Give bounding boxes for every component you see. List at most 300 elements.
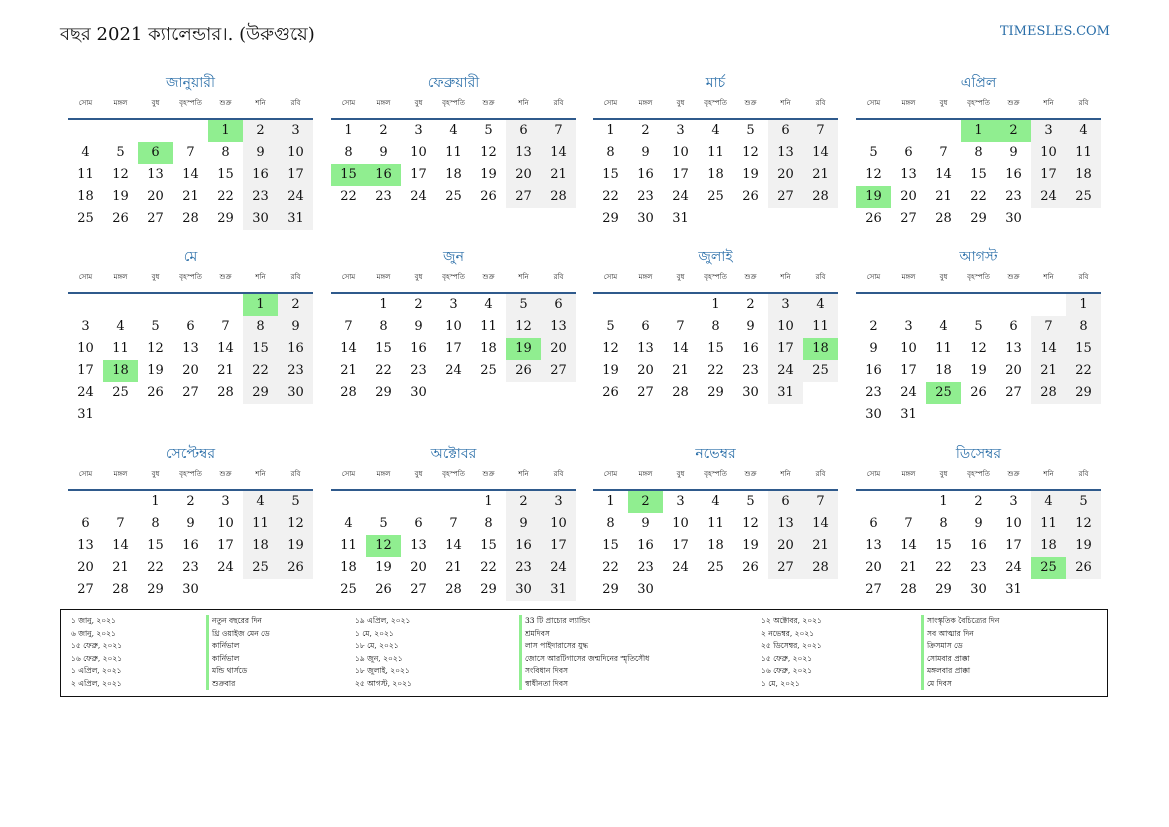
day-cell: 5 xyxy=(116,145,125,160)
day-cell: 13 xyxy=(506,142,541,164)
holiday-day-cell: 19 xyxy=(856,186,891,208)
day-cell: 12 xyxy=(278,513,313,535)
day-cell: 28 xyxy=(803,186,838,208)
weekday-label: সোম xyxy=(78,470,93,478)
day-grid xyxy=(331,294,576,404)
holiday-name: 33 টি প্রাচ্যের ল্যান্ডিং xyxy=(519,615,675,628)
day-cell: 26 xyxy=(112,211,129,226)
day-cell: 6 xyxy=(506,120,541,142)
day-cell: 25 xyxy=(480,363,497,378)
day-cell: 10 xyxy=(768,316,803,338)
month-12 xyxy=(856,445,1101,601)
empty-cell xyxy=(436,491,471,513)
day-cell: 5 xyxy=(506,294,541,316)
day-cell: 21 xyxy=(803,164,838,186)
weekday-header xyxy=(68,96,313,120)
day-cell: 17 xyxy=(541,535,576,557)
day-cell: 29 xyxy=(480,582,497,597)
day-cell: 8 xyxy=(221,145,230,160)
day-cell: 21 xyxy=(672,363,689,378)
day-cell: 27 xyxy=(768,557,803,579)
day-cell: 14 xyxy=(445,538,462,553)
day-cell: 15 xyxy=(375,341,392,356)
day-cell: 13 xyxy=(768,142,803,164)
day-cell: 17 xyxy=(672,167,689,182)
day-cell: 12 xyxy=(112,167,129,182)
day-cell: 28 xyxy=(340,385,357,400)
day-cell: 8 xyxy=(1066,316,1101,338)
day-cell: 11 xyxy=(340,538,357,553)
day-cell: 17 xyxy=(900,363,917,378)
day-cell: 5 xyxy=(869,145,878,160)
day-cell: 26 xyxy=(742,560,759,575)
day-cell: 4 xyxy=(939,319,948,334)
weekday-label: মঙ্গল xyxy=(113,99,128,107)
day-cell: 25 xyxy=(707,560,724,575)
holiday-date: ১ মে, ২০২১ xyxy=(355,628,394,638)
day-cell: 11 xyxy=(243,513,278,535)
weekday-label: মঙ্গল xyxy=(901,470,916,478)
day-cell: 14 xyxy=(672,341,689,356)
holiday-day-cell: 15 xyxy=(331,164,366,186)
day-cell: 3 xyxy=(81,319,90,334)
empty-cell xyxy=(366,491,401,513)
day-cell: 4 xyxy=(243,491,278,513)
day-cell: 19 xyxy=(278,535,313,557)
day-cell: 16 xyxy=(182,538,199,553)
day-grid xyxy=(856,294,1101,426)
day-cell: 19 xyxy=(602,363,619,378)
day-cell: 4 xyxy=(81,145,90,160)
weekday-label: বৃহস্পতি xyxy=(442,273,465,281)
empty-cell xyxy=(856,491,891,513)
day-cell: 21 xyxy=(900,560,917,575)
day-cell: 13 xyxy=(182,341,199,356)
empty-cell xyxy=(1031,294,1066,316)
day-cell: 24 xyxy=(1031,186,1066,208)
day-cell: 27 xyxy=(1005,385,1022,400)
weekday-label: শুক্র xyxy=(1007,273,1020,281)
day-cell: 9 xyxy=(1009,145,1018,160)
day-cell: 23 xyxy=(506,557,541,579)
holiday-date: ১ জানু, ২০২১ xyxy=(71,616,116,625)
day-cell: 21 xyxy=(1031,360,1066,382)
day-cell: 4 xyxy=(116,319,125,334)
holiday-day-cell: 18 xyxy=(803,338,838,360)
day-cell: 20 xyxy=(900,189,917,204)
weekday-label: মঙ্গল xyxy=(901,99,916,107)
weekday-label: শুক্র xyxy=(744,99,757,107)
day-cell: 25 xyxy=(77,211,94,226)
day-cell: 29 xyxy=(602,211,619,226)
day-cell: 16 xyxy=(410,341,427,356)
day-cell: 9 xyxy=(641,145,650,160)
day-cell: 18 xyxy=(1031,535,1066,557)
day-cell: 5 xyxy=(606,319,615,334)
day-cell: 8 xyxy=(484,516,493,531)
day-cell: 9 xyxy=(379,145,388,160)
day-cell: 6 xyxy=(81,516,90,531)
day-cell: 15 xyxy=(602,538,619,553)
weekday-label: রবি xyxy=(1078,273,1089,281)
day-cell: 13 xyxy=(900,167,917,182)
holiday-day-cell: 1 xyxy=(961,120,996,142)
month-2 xyxy=(331,74,576,208)
month-name: ডিসেম্বর xyxy=(955,446,1002,462)
day-cell: 22 xyxy=(147,560,164,575)
month-name: নভেম্বর xyxy=(695,446,736,462)
day-cell: 15 xyxy=(707,341,724,356)
weekday-label: বৃহস্পতি xyxy=(704,273,727,281)
day-cell: 27 xyxy=(900,211,917,226)
weekday-label: বৃহস্পতি xyxy=(442,99,465,107)
day-cell: 23 xyxy=(1005,189,1022,204)
day-cell: 10 xyxy=(1031,142,1066,164)
day-grid xyxy=(331,491,576,601)
month-4 xyxy=(856,74,1101,230)
day-cell: 9 xyxy=(869,341,878,356)
day-cell: 20 xyxy=(506,164,541,186)
day-cell: 6 xyxy=(768,491,803,513)
month-7 xyxy=(593,248,838,404)
day-cell: 11 xyxy=(803,316,838,338)
day-cell: 17 xyxy=(445,341,462,356)
day-cell: 27 xyxy=(637,385,654,400)
day-cell: 15 xyxy=(243,338,278,360)
holiday-date: ১ মে, ২০২১ xyxy=(761,678,800,688)
empty-cell xyxy=(103,294,138,316)
holiday-date: ১৫ ফেব্রু, ২০২১ xyxy=(71,641,123,650)
day-cell: 27 xyxy=(410,582,427,597)
month-3 xyxy=(593,74,838,230)
empty-cell xyxy=(891,294,926,316)
weekday-label: সোম xyxy=(866,273,881,281)
day-cell: 9 xyxy=(243,142,278,164)
weekday-label: সোম xyxy=(866,99,881,107)
day-cell: 13 xyxy=(147,167,164,182)
day-cell: 21 xyxy=(803,535,838,557)
day-cell: 30 xyxy=(970,582,987,597)
day-cell: 24 xyxy=(672,189,689,204)
day-cell: 11 xyxy=(112,341,129,356)
holiday-date: ২৫ ডিসেম্বর, ২০২১ xyxy=(761,641,822,650)
day-cell: 3 xyxy=(1009,494,1018,509)
day-cell: 1 xyxy=(151,494,160,509)
day-cell: 29 xyxy=(217,211,234,226)
day-cell: 29 xyxy=(935,582,952,597)
day-cell: 24 xyxy=(541,557,576,579)
day-cell: 30 xyxy=(742,385,759,400)
day-cell: 12 xyxy=(1066,513,1101,535)
weekday-header xyxy=(856,270,1101,294)
day-cell: 12 xyxy=(970,341,987,356)
day-cell: 8 xyxy=(606,516,615,531)
holiday-name: শুক্রবার xyxy=(206,678,362,691)
day-cell: 13 xyxy=(77,538,94,553)
day-cell: 10 xyxy=(410,145,427,160)
day-cell: 6 xyxy=(541,294,576,316)
day-cell: 23 xyxy=(865,385,882,400)
day-grid xyxy=(68,294,313,426)
day-cell: 11 xyxy=(1031,513,1066,535)
weekday-label: মঙ্গল xyxy=(901,273,916,281)
weekday-label: সোম xyxy=(78,273,93,281)
day-cell: 27 xyxy=(768,186,803,208)
weekday-label: সোম xyxy=(866,470,881,478)
holiday-date: ১২ অক্টোবর, ২০২১ xyxy=(761,616,822,625)
month-1 xyxy=(68,74,313,230)
day-cell: 29 xyxy=(707,385,724,400)
day-cell: 5 xyxy=(151,319,160,334)
holiday-name: থ্রি ওয়াইজ মেন ডে xyxy=(206,628,362,641)
holiday-date: ১৮ মে, ২০২১ xyxy=(355,641,399,650)
day-cell: 8 xyxy=(606,145,615,160)
weekday-label: সোম xyxy=(341,99,356,107)
day-cell: 22 xyxy=(480,560,497,575)
day-cell: 19 xyxy=(970,363,987,378)
day-cell: 6 xyxy=(869,516,878,531)
day-cell: 10 xyxy=(672,145,689,160)
day-cell: 21 xyxy=(217,363,234,378)
month-name: মে xyxy=(183,249,198,265)
day-cell: 11 xyxy=(707,145,724,160)
day-cell: 18 xyxy=(707,538,724,553)
holiday-list xyxy=(60,609,1108,697)
day-cell: 14 xyxy=(935,167,952,182)
day-cell: 27 xyxy=(182,385,199,400)
holiday-name: সাংস্কৃতিক বৈচিত্র্যের দিন xyxy=(921,615,1077,628)
weekday-label: রবি xyxy=(290,99,301,107)
day-cell: 17 xyxy=(768,338,803,360)
day-cell: 23 xyxy=(278,360,313,382)
holiday-name: সংবিধান দিবস xyxy=(519,665,675,678)
day-cell: 7 xyxy=(803,120,838,142)
day-cell: 3 xyxy=(541,491,576,513)
empty-cell xyxy=(856,294,891,316)
day-cell: 14 xyxy=(1031,338,1066,360)
day-cell: 31 xyxy=(77,407,94,422)
day-cell: 10 xyxy=(1005,516,1022,531)
day-cell: 1 xyxy=(606,123,615,138)
weekday-header xyxy=(68,270,313,294)
day-cell: 10 xyxy=(900,341,917,356)
weekday-label: রবি xyxy=(553,99,564,107)
weekday-label: শনি xyxy=(518,470,529,478)
weekday-label: মঙ্গল xyxy=(638,470,653,478)
day-cell: 6 xyxy=(1009,319,1018,334)
holiday-name: মঙ্গলবার প্রাক্কা xyxy=(921,665,1077,678)
weekday-label: মঙ্গল xyxy=(113,470,128,478)
holiday-name: শ্রমদিবস xyxy=(519,628,675,641)
weekday-label: রবি xyxy=(1078,470,1089,478)
day-cell: 26 xyxy=(865,211,882,226)
day-cell: 7 xyxy=(939,145,948,160)
day-grid xyxy=(68,491,313,601)
day-cell: 20 xyxy=(768,164,803,186)
weekday-label: মঙ্গল xyxy=(376,470,391,478)
day-cell: 5 xyxy=(278,491,313,513)
day-cell: 28 xyxy=(541,186,576,208)
weekday-header xyxy=(331,270,576,294)
holiday-name: সব আত্মার দিন xyxy=(921,628,1077,641)
day-cell: 22 xyxy=(243,360,278,382)
day-cell: 28 xyxy=(112,582,129,597)
month-5 xyxy=(68,248,313,426)
day-cell: 5 xyxy=(746,494,755,509)
day-cell: 15 xyxy=(935,538,952,553)
weekday-label: রবি xyxy=(553,273,564,281)
holiday-name: সোমবার প্রাক্কা xyxy=(921,653,1077,666)
day-cell: 24 xyxy=(77,385,94,400)
holiday-date: ১৫ ফেব্রু, ২০২১ xyxy=(761,653,813,663)
day-cell: 17 xyxy=(672,538,689,553)
weekday-label: শনি xyxy=(255,99,266,107)
empty-cell xyxy=(68,294,103,316)
day-cell: 10 xyxy=(217,516,234,531)
day-cell: 7 xyxy=(803,491,838,513)
day-cell: 8 xyxy=(939,516,948,531)
day-cell: 19 xyxy=(147,363,164,378)
day-cell: 19 xyxy=(742,538,759,553)
day-cell: 26 xyxy=(278,557,313,579)
day-cell: 13 xyxy=(1005,341,1022,356)
day-cell: 11 xyxy=(480,319,497,334)
holiday-date: ১ এপ্রিল, ২০২১ xyxy=(71,666,122,675)
day-cell: 28 xyxy=(1031,382,1066,404)
weekday-header xyxy=(68,467,313,491)
day-cell: 15 xyxy=(217,167,234,182)
day-cell: 19 xyxy=(1066,535,1101,557)
day-cell: 4 xyxy=(449,123,458,138)
day-cell: 21 xyxy=(935,189,952,204)
day-cell: 1 xyxy=(939,494,948,509)
month-name: অক্টোবর xyxy=(430,446,477,462)
day-grid xyxy=(856,491,1101,601)
weekday-label: বৃহস্পতি xyxy=(442,470,465,478)
day-cell: 11 xyxy=(1066,142,1101,164)
day-cell: 18 xyxy=(935,363,952,378)
day-cell: 12 xyxy=(742,145,759,160)
empty-cell xyxy=(103,120,138,142)
site-link[interactable]: TIMESLES.COM xyxy=(999,24,1110,39)
weekday-label: সোম xyxy=(603,273,618,281)
weekday-label: রবি xyxy=(815,273,826,281)
holiday-name: নতুন বছরের দিন xyxy=(206,615,362,628)
weekday-label: শনি xyxy=(1043,99,1054,107)
day-cell: 9 xyxy=(974,516,983,531)
weekday-header xyxy=(593,467,838,491)
day-grid xyxy=(593,294,838,404)
weekday-label: শনি xyxy=(1043,273,1054,281)
day-cell: 8 xyxy=(344,145,353,160)
weekday-label: রবি xyxy=(290,470,301,478)
day-cell: 27 xyxy=(147,211,164,226)
day-cell: 28 xyxy=(935,211,952,226)
weekday-label: সোম xyxy=(341,273,356,281)
day-cell: 24 xyxy=(1005,560,1022,575)
page-title: বছর 2021 ক্যালেন্ডার।. (উরুগুয়ে) xyxy=(60,24,315,45)
day-cell: 20 xyxy=(77,560,94,575)
day-cell: 22 xyxy=(1066,360,1101,382)
month-name: জানুয়ারী xyxy=(166,75,215,91)
day-cell: 4 xyxy=(711,123,720,138)
day-cell: 9 xyxy=(641,516,650,531)
day-cell: 13 xyxy=(865,538,882,553)
day-cell: 21 xyxy=(541,164,576,186)
empty-cell xyxy=(173,120,208,142)
month-11 xyxy=(593,445,838,601)
empty-cell xyxy=(68,491,103,513)
empty-cell xyxy=(103,491,138,513)
day-cell: 17 xyxy=(278,164,313,186)
day-cell: 26 xyxy=(506,360,541,382)
day-cell: 23 xyxy=(182,560,199,575)
empty-cell xyxy=(331,294,366,316)
day-cell: 6 xyxy=(641,319,650,334)
day-cell: 24 xyxy=(672,560,689,575)
day-cell: 19 xyxy=(480,167,497,182)
day-cell: 26 xyxy=(375,582,392,597)
empty-cell xyxy=(173,294,208,316)
day-cell: 7 xyxy=(904,516,913,531)
weekday-label: শনি xyxy=(518,273,529,281)
holiday-name: লাস পাইদারাসের যুদ্ধ xyxy=(519,640,675,653)
day-cell: 4 xyxy=(711,494,720,509)
holiday-date: ১৯ এপ্রিল, ২০২১ xyxy=(355,616,411,625)
day-cell: 1 xyxy=(379,297,388,312)
day-cell: 26 xyxy=(147,385,164,400)
weekday-label: বৃহস্পতি xyxy=(704,99,727,107)
weekday-label: বৃহস্পতি xyxy=(967,273,990,281)
day-cell: 20 xyxy=(768,535,803,557)
day-cell: 16 xyxy=(865,363,882,378)
day-cell: 13 xyxy=(541,316,576,338)
day-cell: 25 xyxy=(1066,186,1101,208)
holiday-day-cell: 2 xyxy=(628,491,663,513)
day-cell: 22 xyxy=(935,560,952,575)
empty-cell xyxy=(208,294,243,316)
weekday-header xyxy=(593,270,838,294)
day-cell: 18 xyxy=(1066,164,1101,186)
day-cell: 19 xyxy=(112,189,129,204)
day-cell: 11 xyxy=(707,516,724,531)
weekday-label: বুধ xyxy=(414,273,423,281)
day-cell: 18 xyxy=(707,167,724,182)
day-cell: 24 xyxy=(410,189,427,204)
day-cell: 3 xyxy=(768,294,803,316)
empty-cell xyxy=(891,491,926,513)
day-cell: 7 xyxy=(541,120,576,142)
day-cell: 5 xyxy=(974,319,983,334)
weekday-label: সোম xyxy=(341,470,356,478)
day-cell: 23 xyxy=(243,186,278,208)
weekday-label: শুক্র xyxy=(1007,99,1020,107)
weekday-label: সোম xyxy=(603,470,618,478)
day-cell: 7 xyxy=(116,516,125,531)
weekday-label: বুধ xyxy=(939,99,948,107)
day-cell: 17 xyxy=(77,363,94,378)
day-cell: 13 xyxy=(410,538,427,553)
day-cell: 31 xyxy=(768,382,803,404)
day-cell: 2 xyxy=(746,297,755,312)
day-cell: 13 xyxy=(768,513,803,535)
day-cell: 24 xyxy=(217,560,234,575)
day-cell: 14 xyxy=(340,341,357,356)
day-cell: 28 xyxy=(672,385,689,400)
day-cell: 8 xyxy=(974,145,983,160)
day-cell: 16 xyxy=(742,341,759,356)
day-cell: 6 xyxy=(768,120,803,142)
